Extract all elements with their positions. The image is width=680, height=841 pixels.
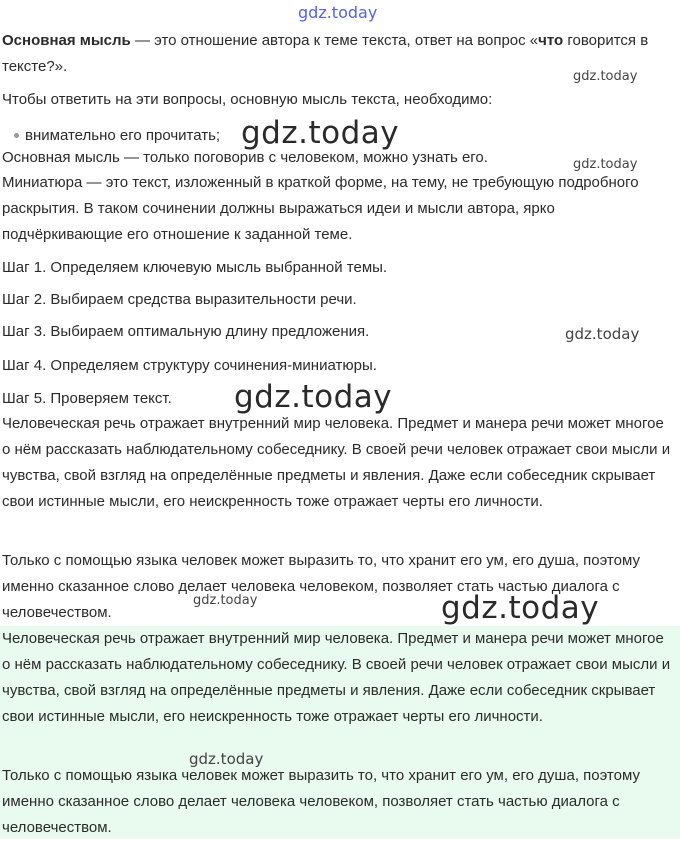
step-4: Шаг 4. Определяем структуру сочинения-миниатюры. — [2, 357, 377, 374]
intro-text-mid: — это отношение автора к теме текста, ответ на вопрос « — [130, 32, 539, 49]
watermark-small-2: gdz.today — [573, 157, 638, 172]
bullet-text: внимательно его прочитать; — [25, 127, 221, 144]
step-1: Шаг 1. Определяем ключевую мысль выбранной темы. — [2, 259, 388, 276]
step-3: Шаг 3. Выбираем оптимальную длину предложения. — [2, 323, 370, 340]
intro-bold-term: Основная мысль — [2, 32, 131, 49]
watermark-top: gdz.today — [298, 3, 378, 22]
miniature-definition: Миниатюра — это текст, изложенный в краткой форме, на тему, не требующую подробного раскрытия. В таком сочинении должны выражаться идеи и мысли автора, ярко подчёркивающие его отношение к заданной теме. — [2, 174, 639, 243]
highlighted-paragraph-2: Только с помощью языка человек может выразить то, что хранит его ум, его душа, поэтому именно сказанное слово делает человека человеком, позволяет стать частью диалога с человечеством. — [2, 767, 640, 836]
watermark-big-2: gdz.today — [234, 379, 393, 415]
essay-paragraph-2: Только с помощью языка человек может выразить то, что хранит его ум, его душа, поэтому именно сказанное слово делает человека человеком, позволяет стать частью диалога с человечеством. — [2, 552, 640, 621]
watermark-small-1: gdz.today — [573, 69, 638, 84]
highlighted-paragraph-1: Человеческая речь отражает внутренний мир человека. Предмет и манера речи может многое о нём рассказать наблюдательному собеседнику. В своей речи человек отражает свои мысли и чувства, свой взгляд на определённые предметы и явления. Даже если собеседник скрывает свои истинные мысли, его неискренность тоже отражает черты его личности. — [2, 630, 671, 725]
watermark-small-4: gdz.today — [193, 593, 258, 608]
bullet-dot-icon — [14, 133, 19, 138]
watermark-small-3: gdz.today — [565, 325, 640, 343]
watermark-big-3: gdz.today — [441, 590, 600, 626]
step-2: Шаг 2. Выбираем средства выразительности речи. — [2, 291, 357, 308]
intro-bold-what: что — [538, 32, 564, 49]
watermark-big-1: gdz.today — [241, 115, 400, 151]
watermark-small-5: gdz.today — [189, 750, 264, 768]
question-line: Чтобы ответить на эти вопросы, основную мысль текста, необходимо: — [2, 91, 493, 108]
main-thought: Основная мысль — только поговорив с человеком, можно узнать его. — [2, 149, 488, 166]
step-5: Шаг 5. Проверяем текст. — [2, 390, 172, 407]
essay-paragraph-1: Человеческая речь отражает внутренний мир человека. Предмет и манера речи может многое о нём рассказать наблюдательному собеседнику. В своей речи человек отражает свои мысли и чувства, свой взгляд на определённые предметы и явления. Даже если собеседник скрывает свои истинные мысли, его неискренность тоже отражает черты его личности. — [2, 415, 671, 510]
intro-text-end: говорится в тексте?». — [2, 32, 649, 75]
